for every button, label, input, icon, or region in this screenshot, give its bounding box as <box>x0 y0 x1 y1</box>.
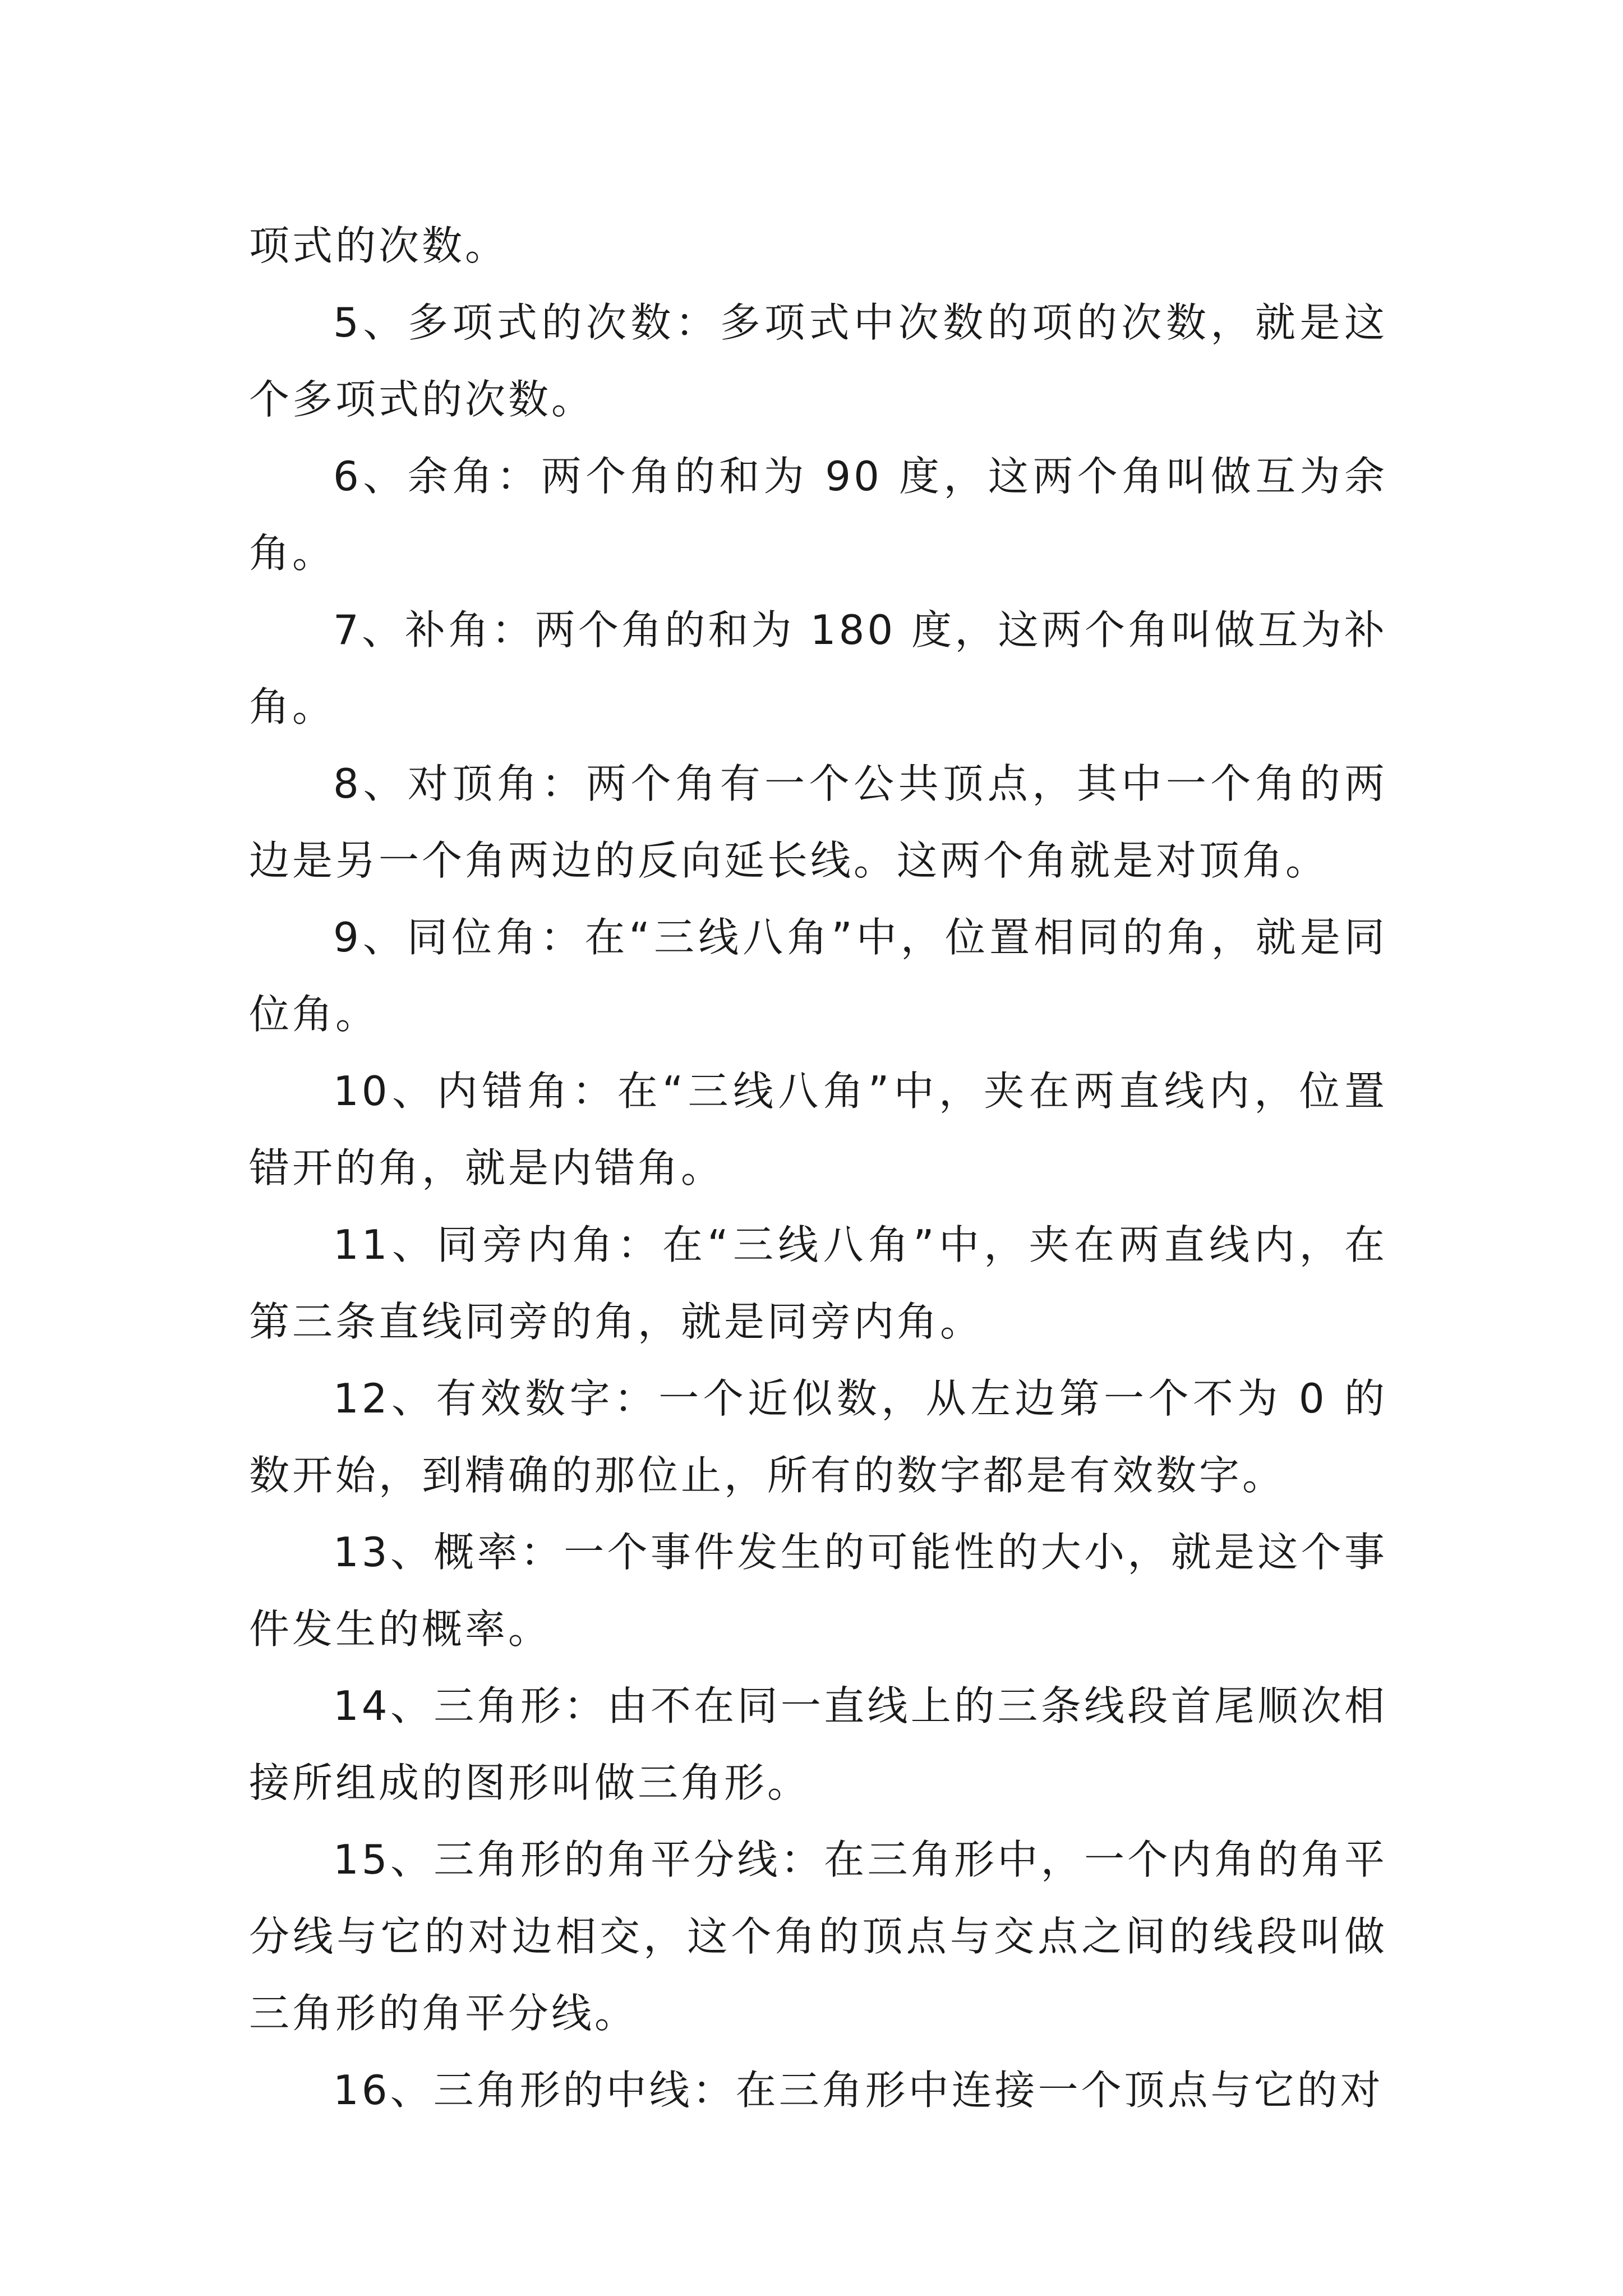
document-body <box>249 208 1387 2129</box>
definition-item: 5、多项式的次数：多项式中次数的项的次数，就是这个多项式的次数。 <box>249 299 1387 423</box>
definition-item: 9、同位角：在“三线八角”中，位置相同的角，就是同位角。 <box>249 914 1387 1038</box>
lead-paragraph: 项式的次数。 <box>249 222 509 269</box>
definition-item: 15、三角形的角平分线：在三角形中，一个内角的角平分线与它的对边相交，这个角的顶点与交点之间的线段叫做三角形的角平分线。 <box>249 1836 1387 2037</box>
definition-item: 14、三角形：由不在同一直线上的三条线段首尾顺次相接所组成的图形叫做三角形。 <box>249 1682 1387 1806</box>
definition-item: 12、有效数字：一个近似数，从左边第一个不为 0 的数开始，到精确的那位止，所有的数字都是有效数字。 <box>249 1375 1387 1499</box>
definition-item: 13、概率：一个事件发生的可能性的大小，就是这个事件发生的概率。 <box>249 1529 1387 1653</box>
definition-item: 11、同旁内角：在“三线八角”中，夹在两直线内，在第三条直线同旁的角，就是同旁内角。 <box>249 1221 1387 1345</box>
definition-item: 7、补角：两个角的和为 180 度，这两个角叫做互为补角。 <box>249 606 1387 730</box>
definition-item: 6、余角：两个角的和为 90 度，这两个角叫做互为余角。 <box>249 453 1387 577</box>
definition-item: 8、对顶角：两个角有一个公共顶点，其中一个角的两边是另一个角两边的反向延长线。这两个角就是对顶角。 <box>249 760 1387 884</box>
definition-item: 10、内错角：在“三线八角”中，夹在两直线内，位置错开的角，就是内错角。 <box>249 1068 1387 1191</box>
definition-item: 16、三角形的中线：在三角形中连接一个顶点与它的对 <box>333 2067 1384 2114</box>
